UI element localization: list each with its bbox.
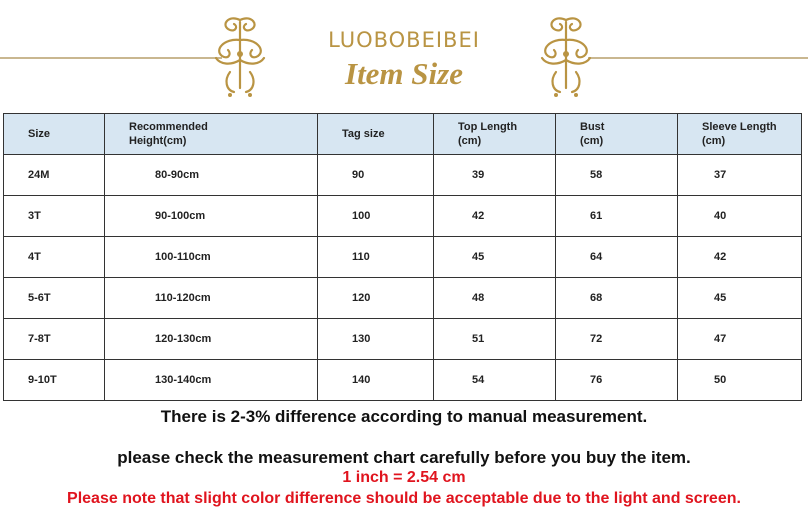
table-row <box>4 278 802 319</box>
table-cell-recommended-height: 120-130cm <box>105 319 318 360</box>
table-cell-bust: 58 <box>556 155 678 196</box>
column-header-sublabel: Height(cm) <box>129 135 187 147</box>
table-cell-size: 4T <box>4 237 105 278</box>
table-cell-tag-size: 120 <box>318 278 434 319</box>
table-cell-size: 3T <box>4 196 105 237</box>
column-header-label: Size <box>28 128 51 140</box>
table-cell-sleeve-length: 42 <box>678 237 802 278</box>
color-difference-note: Please note that slight color difference should be acceptable due to the light and screen. <box>67 490 741 507</box>
table-row <box>4 319 802 360</box>
measurement-difference-note: There is 2-3% difference according to manual measurement. <box>160 407 648 426</box>
table-cell-tag-size: 130 <box>318 319 434 360</box>
table-cell-recommended-height: 100-110cm <box>105 237 318 278</box>
table-cell-size: 9-10T <box>4 360 105 401</box>
table-row <box>4 360 802 401</box>
table-cell-tag-size: 140 <box>318 360 434 401</box>
column-header-size <box>4 114 105 155</box>
table-cell-sleeve-length: 47 <box>678 319 802 360</box>
table-cell-sleeve-length: 50 <box>678 360 802 401</box>
column-header-tag-size <box>318 114 434 155</box>
column-header-top-length <box>434 114 556 155</box>
table-cell-tag-size: 110 <box>318 237 434 278</box>
column-header-sublabel: (cm) <box>702 135 726 147</box>
column-header-label: Sleeve Length <box>702 121 777 133</box>
table-cell-tag-size: 90 <box>318 155 434 196</box>
table-cell-bust: 76 <box>556 360 678 401</box>
size-chart-table <box>3 113 802 401</box>
column-header-label: Bust <box>580 121 605 133</box>
table-cell-top-length: 48 <box>434 278 556 319</box>
column-header-label: Top Length <box>458 121 518 133</box>
column-header-bust <box>556 114 678 155</box>
column-header-sublabel: (cm) <box>458 135 482 147</box>
header-banner <box>0 0 808 108</box>
table-cell-recommended-height: 130-140cm <box>105 360 318 401</box>
table-body <box>4 155 802 401</box>
table-cell-size: 5-6T <box>4 278 105 319</box>
table-cell-sleeve-length: 37 <box>678 155 802 196</box>
table-cell-tag-size: 100 <box>318 196 434 237</box>
column-header-label: Tag size <box>342 128 385 140</box>
column-header-sleeve-length <box>678 114 802 155</box>
table-cell-sleeve-length: 45 <box>678 278 802 319</box>
table-row <box>4 237 802 278</box>
column-header-sublabel: (cm) <box>580 135 604 147</box>
column-header-label: Recommended <box>129 121 208 133</box>
page-title: Item Size <box>345 56 463 91</box>
check-chart-note: please check the measurement chart carefully before you buy the item. <box>117 448 691 467</box>
table-cell-top-length: 54 <box>434 360 556 401</box>
table-row <box>4 155 802 196</box>
table-cell-bust: 68 <box>556 278 678 319</box>
table-cell-top-length: 45 <box>434 237 556 278</box>
table-cell-recommended-height: 90-100cm <box>105 196 318 237</box>
table-cell-top-length: 42 <box>434 196 556 237</box>
table-cell-bust: 61 <box>556 196 678 237</box>
column-header-recommended-height <box>105 114 318 155</box>
table-header-row <box>4 114 802 155</box>
table-cell-top-length: 51 <box>434 319 556 360</box>
table-cell-bust: 72 <box>556 319 678 360</box>
table-cell-sleeve-length: 40 <box>678 196 802 237</box>
table-cell-bust: 64 <box>556 237 678 278</box>
brand-name: LUOBOBEIBEI <box>328 28 480 52</box>
table-cell-recommended-height: 80-90cm <box>105 155 318 196</box>
table-cell-size: 24M <box>4 155 105 196</box>
table-cell-top-length: 39 <box>434 155 556 196</box>
table-row <box>4 196 802 237</box>
table-cell-size: 7-8T <box>4 319 105 360</box>
inch-conversion-note: 1 inch = 2.54 cm <box>342 469 466 486</box>
table-cell-recommended-height: 110-120cm <box>105 278 318 319</box>
